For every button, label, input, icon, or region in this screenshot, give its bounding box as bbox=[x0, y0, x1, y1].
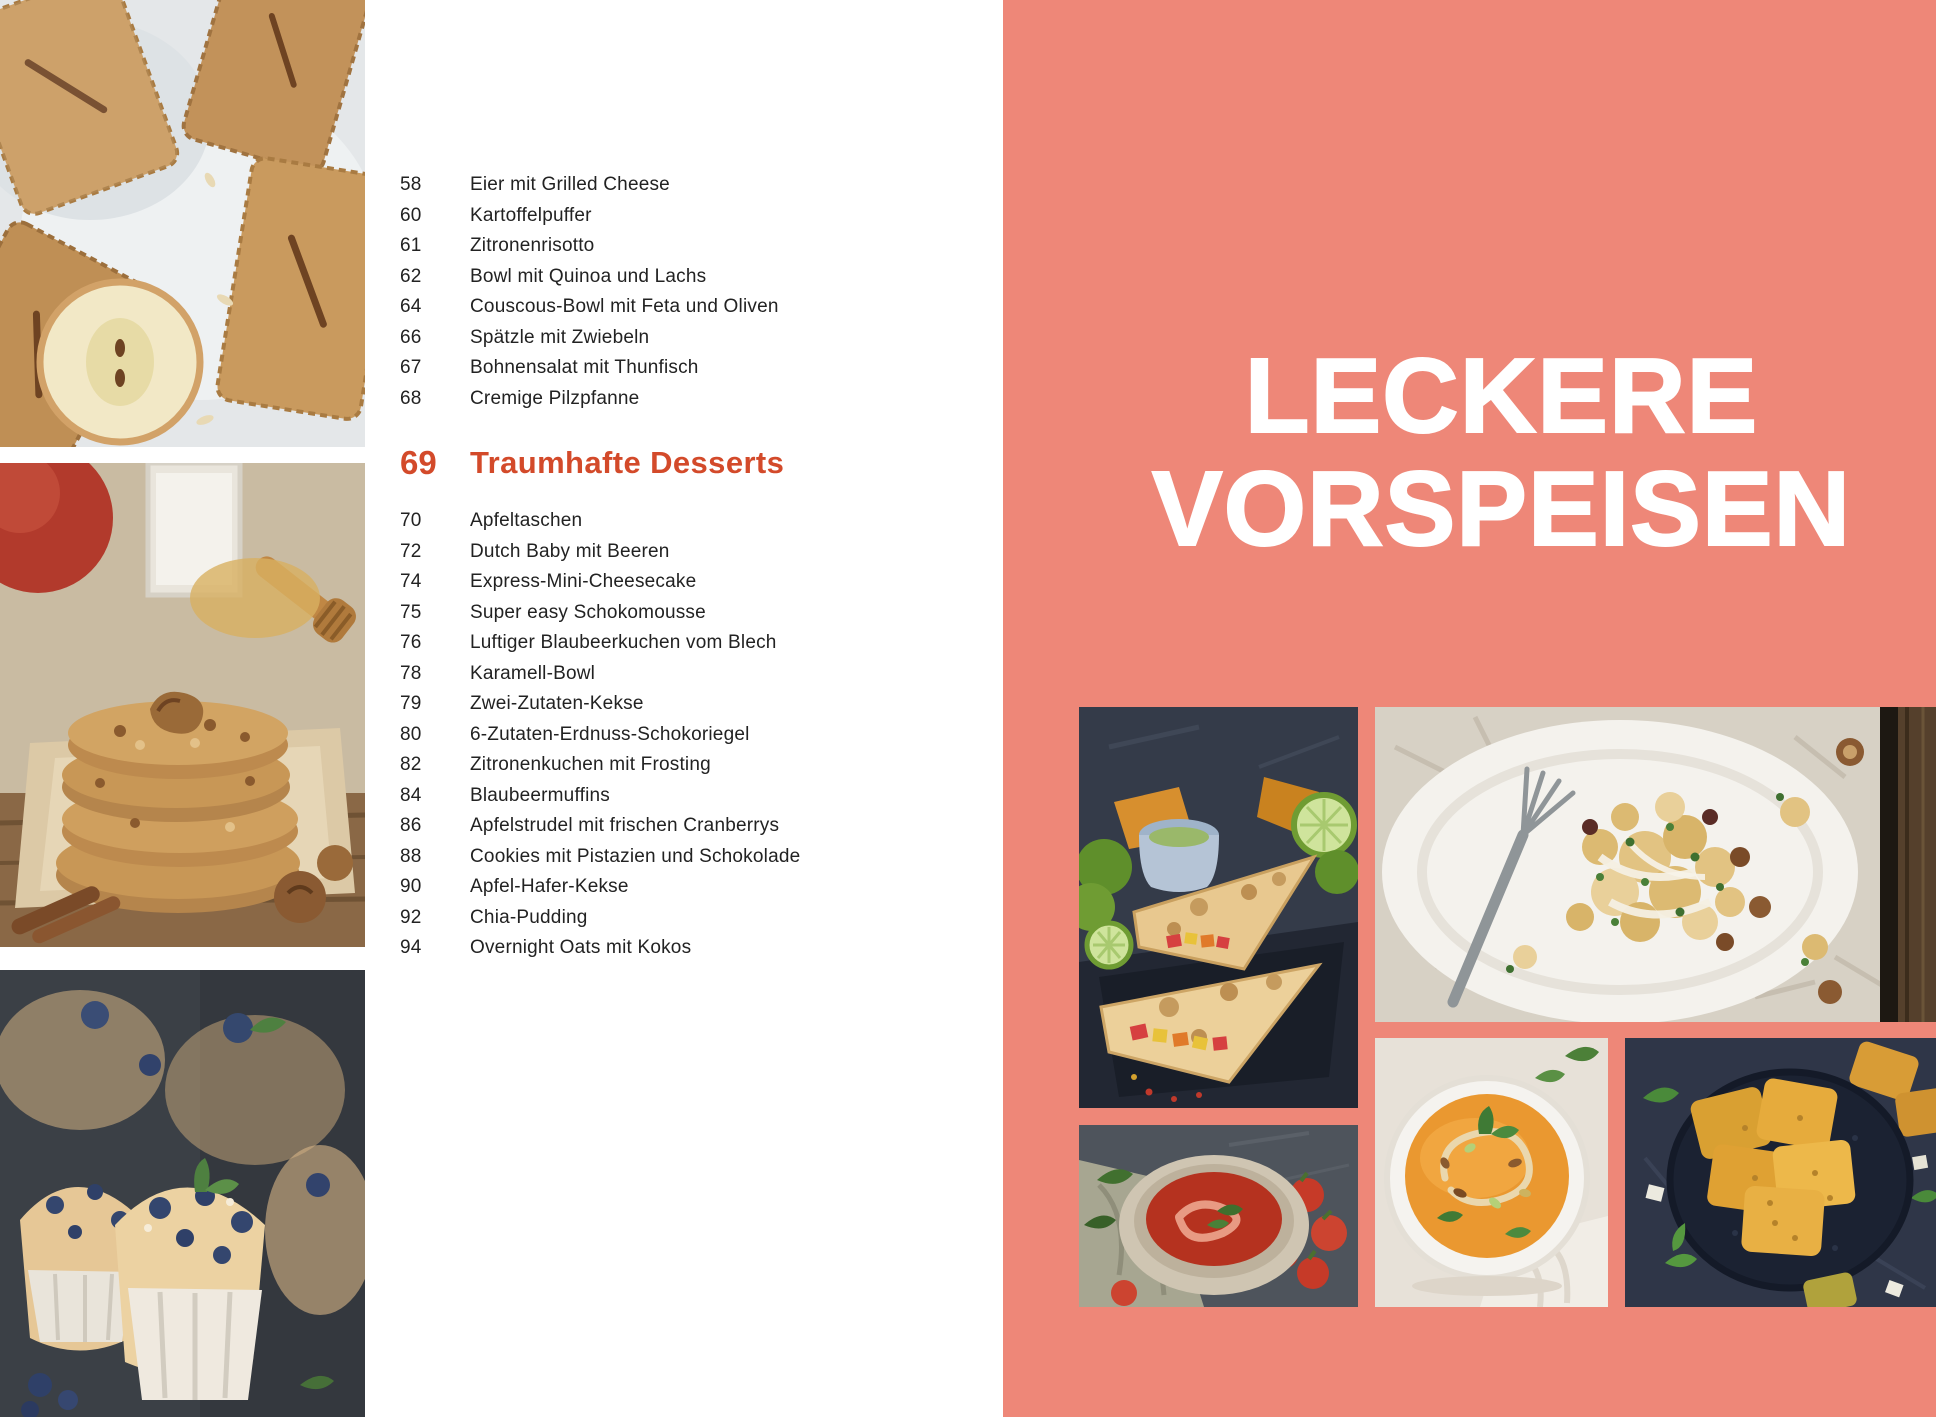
toc-page-number: 80 bbox=[400, 723, 422, 745]
toc-page-number: 74 bbox=[400, 571, 422, 593]
toc-page-number: 70 bbox=[400, 510, 422, 532]
toc-title: Apfelstrudel mit frischen Cranberrys bbox=[470, 815, 780, 837]
toc-page-number: 60 bbox=[400, 204, 422, 226]
toc-title: Cookies mit Pistazien und Schokolade bbox=[470, 845, 801, 867]
toc-title: Zitronenkuchen mit Frosting bbox=[470, 754, 711, 776]
toc-title: Zwei-Zutaten-Kekse bbox=[470, 693, 644, 715]
toc-page-number: 58 bbox=[400, 174, 422, 196]
toc-title: Chia-Pudding bbox=[470, 906, 588, 928]
toc-entry bbox=[400, 842, 980, 873]
toc-page-number: 94 bbox=[400, 937, 422, 959]
toc-entry bbox=[400, 506, 980, 537]
toc-entry bbox=[400, 903, 980, 934]
toc-entry bbox=[400, 262, 980, 293]
chapter-title bbox=[1003, 337, 1936, 569]
toc-title: Overnight Oats mit Kokos bbox=[470, 937, 692, 959]
toc-title: Bowl mit Quinoa und Lachs bbox=[470, 265, 707, 287]
toc-title: Bohnensalat mit Thunfisch bbox=[470, 357, 699, 379]
toc-page-number: 64 bbox=[400, 296, 422, 318]
toc-section-2 bbox=[400, 506, 980, 964]
pumpkin-soup-photo bbox=[1375, 1038, 1608, 1307]
toc-entry bbox=[400, 292, 980, 323]
toc-page-number: 78 bbox=[400, 662, 422, 684]
toc-page-number: 67 bbox=[400, 357, 422, 379]
apple-hand-pies-photo bbox=[0, 0, 365, 447]
toc-title: Blaubeermuffins bbox=[470, 784, 610, 806]
toc-entry bbox=[400, 170, 980, 201]
toc-title: Super easy Schokomousse bbox=[470, 601, 706, 623]
section-title: Traumhafte Desserts bbox=[470, 445, 785, 480]
cheese-crackers-photo bbox=[1625, 1038, 1936, 1307]
blueberry-muffins-photo bbox=[0, 970, 365, 1417]
toc-entry bbox=[400, 720, 980, 751]
oat-cookies-honey-photo bbox=[0, 463, 365, 947]
section-heading-desserts bbox=[400, 444, 980, 482]
section-page-number: 69 bbox=[400, 444, 437, 481]
toc-page-number: 90 bbox=[400, 876, 422, 898]
toc-page-number: 72 bbox=[400, 540, 422, 562]
toc-entry bbox=[400, 384, 980, 415]
toc-title: Apfeltaschen bbox=[470, 510, 583, 532]
toc-page-number: 86 bbox=[400, 815, 422, 837]
toc-entry bbox=[400, 811, 980, 842]
toc-title: Express-Mini-Cheesecake bbox=[470, 571, 697, 593]
toc-section-1 bbox=[400, 170, 980, 414]
toc-title: Eier mit Grilled Cheese bbox=[470, 174, 670, 196]
chapter-title-line1: LECKERE bbox=[1244, 337, 1759, 455]
toc-title: Dutch Baby mit Beeren bbox=[470, 540, 670, 562]
toc-entry bbox=[400, 659, 980, 690]
toc-page-number: 61 bbox=[400, 235, 422, 257]
toc-title: Zitronenrisotto bbox=[470, 235, 595, 257]
chapter-title-line2: VORSPEISEN bbox=[1151, 450, 1852, 569]
toc-entry bbox=[400, 750, 980, 781]
toc-title: Apfel-Hafer-Kekse bbox=[470, 876, 629, 898]
toc-title: Couscous-Bowl mit Feta und Oliven bbox=[470, 296, 779, 318]
toc-page-number: 76 bbox=[400, 632, 422, 654]
toc-entry bbox=[400, 689, 980, 720]
roasted-cauliflower-photo bbox=[1375, 707, 1936, 1022]
toc-title: Karamell-Bowl bbox=[470, 662, 596, 684]
toc-entry bbox=[400, 353, 980, 384]
toc-entry bbox=[400, 323, 980, 354]
toc-title: 6-Zutaten-Erdnuss-Schokoriegel bbox=[470, 723, 750, 745]
tomato-soup-photo bbox=[1079, 1125, 1358, 1307]
toc-entry bbox=[400, 567, 980, 598]
toc-title: Cremige Pilzpfanne bbox=[470, 387, 640, 409]
toc-page-number: 75 bbox=[400, 601, 422, 623]
toc-page-number: 84 bbox=[400, 784, 422, 806]
toc-entry bbox=[400, 537, 980, 568]
toc-page-number: 62 bbox=[400, 265, 422, 287]
toc-entry bbox=[400, 598, 980, 629]
toc-page-number: 66 bbox=[400, 326, 422, 348]
toc-title: Kartoffelpuffer bbox=[470, 204, 592, 226]
toc-entry bbox=[400, 933, 980, 964]
toc-page-number: 79 bbox=[400, 693, 422, 715]
toc-entry bbox=[400, 872, 980, 903]
toc-page-number: 88 bbox=[400, 845, 422, 867]
toc-entry bbox=[400, 231, 980, 262]
toc-entry bbox=[400, 628, 980, 659]
toc-page-number: 82 bbox=[400, 754, 422, 776]
quesadilla-photo bbox=[1079, 707, 1358, 1108]
toc-entry bbox=[400, 781, 980, 812]
toc-title: Luftiger Blaubeerkuchen vom Blech bbox=[470, 632, 777, 654]
table-of-contents bbox=[400, 170, 980, 964]
toc-page-number: 68 bbox=[400, 387, 422, 409]
toc-page-number: 92 bbox=[400, 906, 422, 928]
toc-title: Spätzle mit Zwiebeln bbox=[470, 326, 650, 348]
toc-entry bbox=[400, 201, 980, 232]
